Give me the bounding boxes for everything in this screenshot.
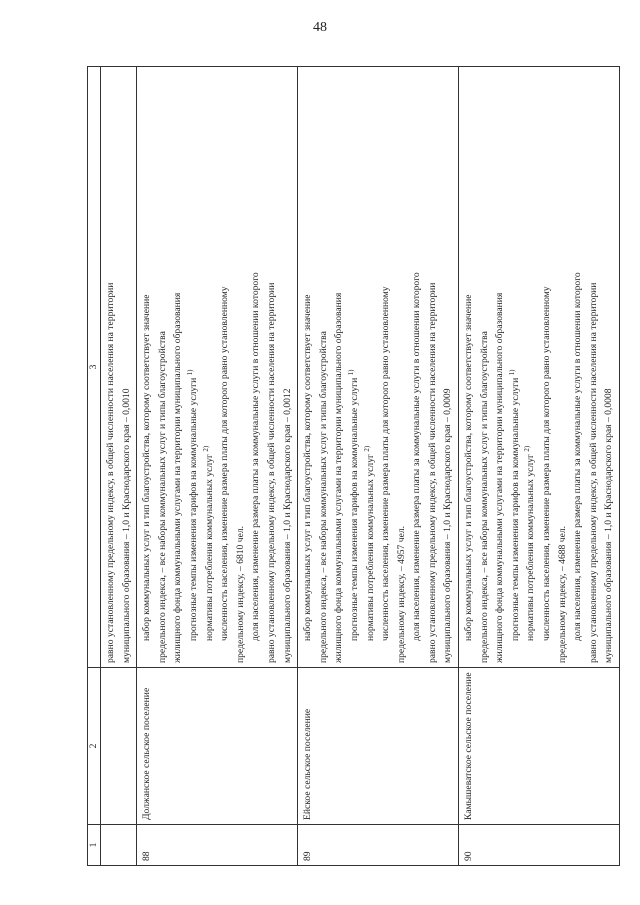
table-row — [298, 67, 459, 866]
text-line: муниципального образования – 1,0 и Краснодарского края – 0,0012 — [281, 388, 293, 663]
text-line: нормативы потребления коммунальных услуг $^{2)}$ — [362, 445, 376, 641]
text-line: равно установленному предельному индексу, в общей численности населения на территории — [426, 282, 438, 663]
text-line: предельного индекса, – все наборы коммунальных услуг и типы благоустройства — [317, 331, 329, 663]
row-number-cell — [101, 825, 137, 866]
text-line: жилищного фонда коммунальными услугами на территории муниципального образования — [333, 292, 345, 663]
row-number-cell: 90 — [459, 825, 620, 866]
settlement-name-cell: Должанское сельское поселение — [137, 668, 298, 825]
footnote-mark: 1) — [185, 369, 194, 376]
table-row — [459, 67, 620, 866]
table-row-continuation — [101, 67, 137, 866]
text-line: предельного индекса, – все наборы коммунальных услуг и типы благоустройства — [478, 331, 490, 663]
rotated-table-container — [87, 66, 615, 866]
text-line: равно установленному предельному индексу, в общей численности населения на территории — [587, 282, 599, 663]
text-line: прогнозные темпы изменения тарифов на коммунальные услуги $^{1)}$ — [185, 369, 199, 641]
row-number-cell: 89 — [298, 825, 459, 866]
header-cell-3: 3 — [88, 67, 101, 668]
settlement-name-cell — [101, 668, 137, 825]
text-line: нормативы потребления коммунальных услуг $^{2)}$ — [201, 445, 215, 641]
data-table — [87, 66, 620, 866]
text-line: равно установленному предельному индексу, в общей численности населения на территории — [265, 282, 277, 663]
text-line: предельного индекса, – все наборы коммунальных услуг и типы благоустройства — [156, 331, 168, 663]
description-cell — [101, 67, 137, 668]
footnote-mark: 2) — [201, 445, 210, 452]
text-line: нормативы потребления коммунальных услуг $^{2)}$ — [523, 445, 537, 641]
header-cell-2: 2 — [88, 668, 101, 825]
text-line: предельному индексу, – 4688 чел. — [556, 525, 568, 663]
text-line: прогнозные темпы изменения тарифов на коммунальные услуги $^{1)}$ — [346, 369, 360, 641]
description-cell — [459, 67, 620, 668]
text-line: набор коммунальных услуг и тип благоустройства, которому соответствует значение — [302, 294, 314, 641]
text-line: численность населения, изменение размера платы для которого равно установленному — [219, 286, 231, 641]
text-line: доля населения, изменение размера платы за коммунальные услуги в отношении которого — [250, 272, 262, 641]
text-line: жилищного фонда коммунальными услугами на территории муниципального образования — [494, 292, 506, 663]
description-cell — [298, 67, 459, 668]
text-line: муниципального образования – 1,0 и Краснодарского края – 0,0010 — [120, 388, 132, 663]
text-line: набор коммунальных услуг и тип благоустройства, которому соответствует значение — [141, 294, 153, 641]
footnote-mark: 1) — [346, 369, 355, 376]
table-header-row — [88, 67, 101, 866]
text-line: предельному индексу, – 6810 чел. — [234, 525, 246, 663]
text-line: муниципального образования – 1,0 и Краснодарского края – 0,0008 — [603, 388, 615, 663]
text-line: равно установленному предельному индексу, в общей численности населения на территории — [105, 282, 116, 663]
table-row — [137, 67, 298, 866]
text-line: численность населения, изменение размера платы для которого равно установленному — [541, 286, 553, 641]
row-number-cell: 88 — [137, 825, 298, 866]
settlement-name-cell: Ейское сельское поселение — [298, 668, 459, 825]
text-line: доля населения, изменение размера платы за коммунальные услуги в отношении которого — [572, 272, 584, 641]
text-line: численность населения, изменение размера платы для которого равно установленному — [380, 286, 392, 641]
text-line: жилищного фонда коммунальными услугами на территории муниципального образования — [172, 292, 184, 663]
description-cell — [137, 67, 298, 668]
text-line: муниципального образования – 1,0 и Краснодарского края – 0,0009 — [442, 388, 454, 663]
footnote-mark: 1) — [507, 369, 516, 376]
footnote-mark: 2) — [362, 445, 371, 452]
text-line: прогнозные темпы изменения тарифов на коммунальные услуги $^{1)}$ — [507, 369, 521, 641]
text-line: предельному индексу, – 4957 чел. — [395, 525, 407, 663]
settlement-name-cell: Камышеватское сельское поселение — [459, 668, 620, 825]
footnote-mark: 2) — [523, 445, 532, 452]
text-line: доля населения, изменение размера платы за коммунальные услуги в отношении которого — [411, 272, 423, 641]
header-cell-1: 1 — [88, 825, 101, 866]
text-line: набор коммунальных услуг и тип благоустройства, которому соответствует значение — [463, 294, 475, 641]
page-number: 48 — [313, 20, 327, 35]
